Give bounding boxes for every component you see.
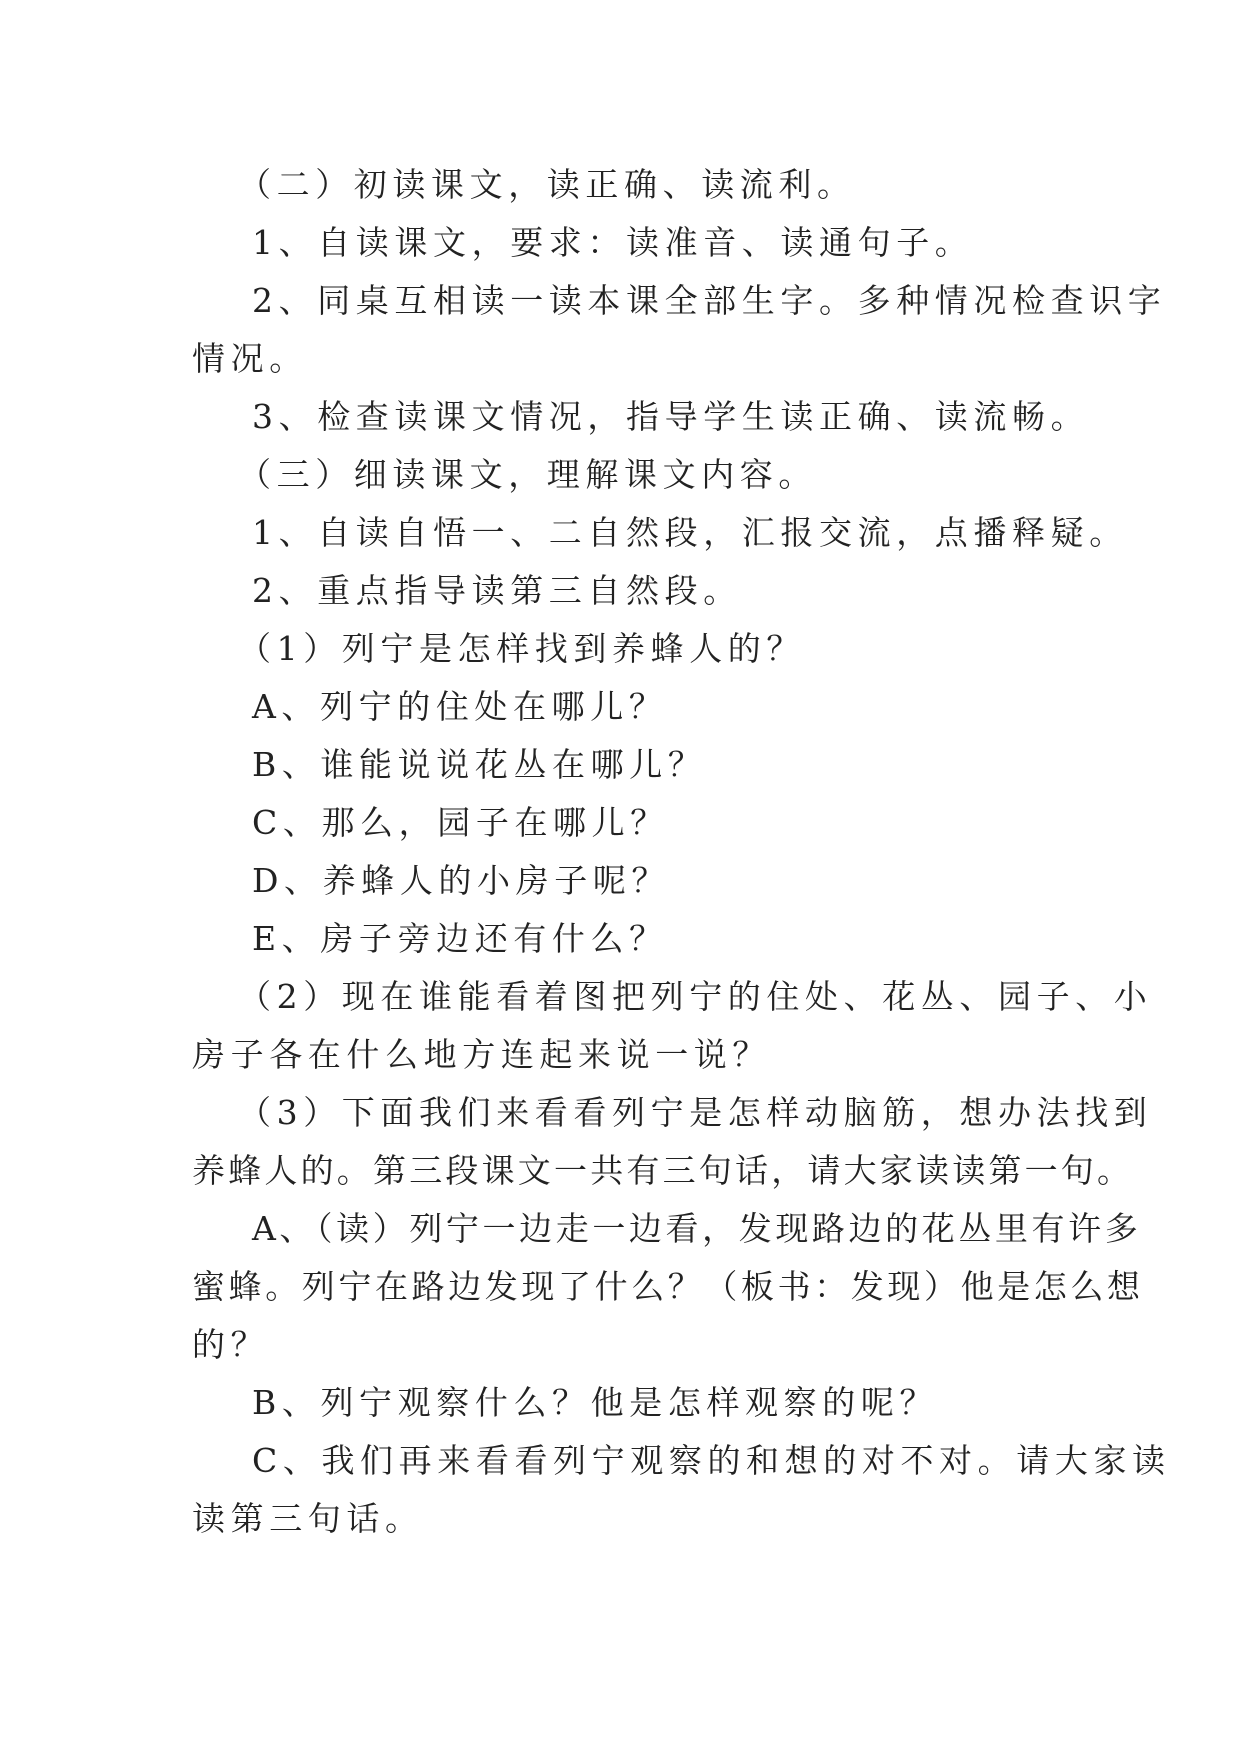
question-line: B、谁能说说花丛在哪儿？ bbox=[252, 745, 707, 784]
paragraph-line: 2、同桌互相读一读本课全部生字。多种情况检查识字 bbox=[252, 281, 1167, 320]
paragraph-line: 1、自读课文，要求：读准音、读通句子。 bbox=[252, 223, 974, 262]
question-line: E、房子旁边还有什么？ bbox=[252, 919, 668, 958]
paragraph-line: C、我们再来看看列宁观察的和想的对不对。请大家读 bbox=[252, 1441, 1171, 1480]
paragraph-line: 2、重点指导读第三自然段。 bbox=[252, 571, 742, 610]
question-line: C、那么，园子在哪儿？ bbox=[252, 803, 669, 842]
paragraph-line: B、列宁观察什么？他是怎样观察的呢？ bbox=[252, 1383, 939, 1422]
question-line: A、列宁的住处在哪儿？ bbox=[252, 687, 668, 726]
paragraph-line: 1、自读自悟一、二自然段，汇报交流，点播释疑。 bbox=[252, 513, 1128, 552]
section-heading-2: （二）初读课文，读正确、读流利。 bbox=[238, 165, 856, 204]
section-heading-3: （三）细读课文，理解课文内容。 bbox=[238, 455, 817, 494]
paragraph-line: 养蜂人的。第三段课文一共有三句话，请大家读读第一句。 bbox=[192, 1151, 1134, 1190]
paragraph-line: 读第三句话。 bbox=[192, 1499, 424, 1538]
paragraph-line: 3、检查读课文情况，指导学生读正确、读流畅。 bbox=[252, 397, 1090, 436]
paragraph-line: 蜜蜂。列宁在路边发现了什么？（板书：发现）他是怎么想 bbox=[192, 1267, 1144, 1306]
subsection-heading: （2）现在谁能看着图把列宁的住处、花丛、园子、小 bbox=[238, 977, 1153, 1016]
paragraph-line: A、（读）列宁一边走一边看，发现路边的花丛里有许多 bbox=[252, 1209, 1142, 1248]
document-body bbox=[192, 156, 1171, 1548]
question-line: D、养蜂人的小房子呢？ bbox=[252, 861, 671, 900]
subsection-heading: （1）列宁是怎样找到养蜂人的？ bbox=[238, 629, 805, 668]
subsection-heading: （3）下面我们来看看列宁是怎样动脑筋，想办法找到 bbox=[238, 1093, 1153, 1132]
paragraph-line: 情况。 bbox=[192, 339, 308, 378]
paragraph-line: 房子各在什么地方连起来说一说？ bbox=[192, 1035, 771, 1074]
paragraph-line: 的？ bbox=[192, 1325, 270, 1364]
